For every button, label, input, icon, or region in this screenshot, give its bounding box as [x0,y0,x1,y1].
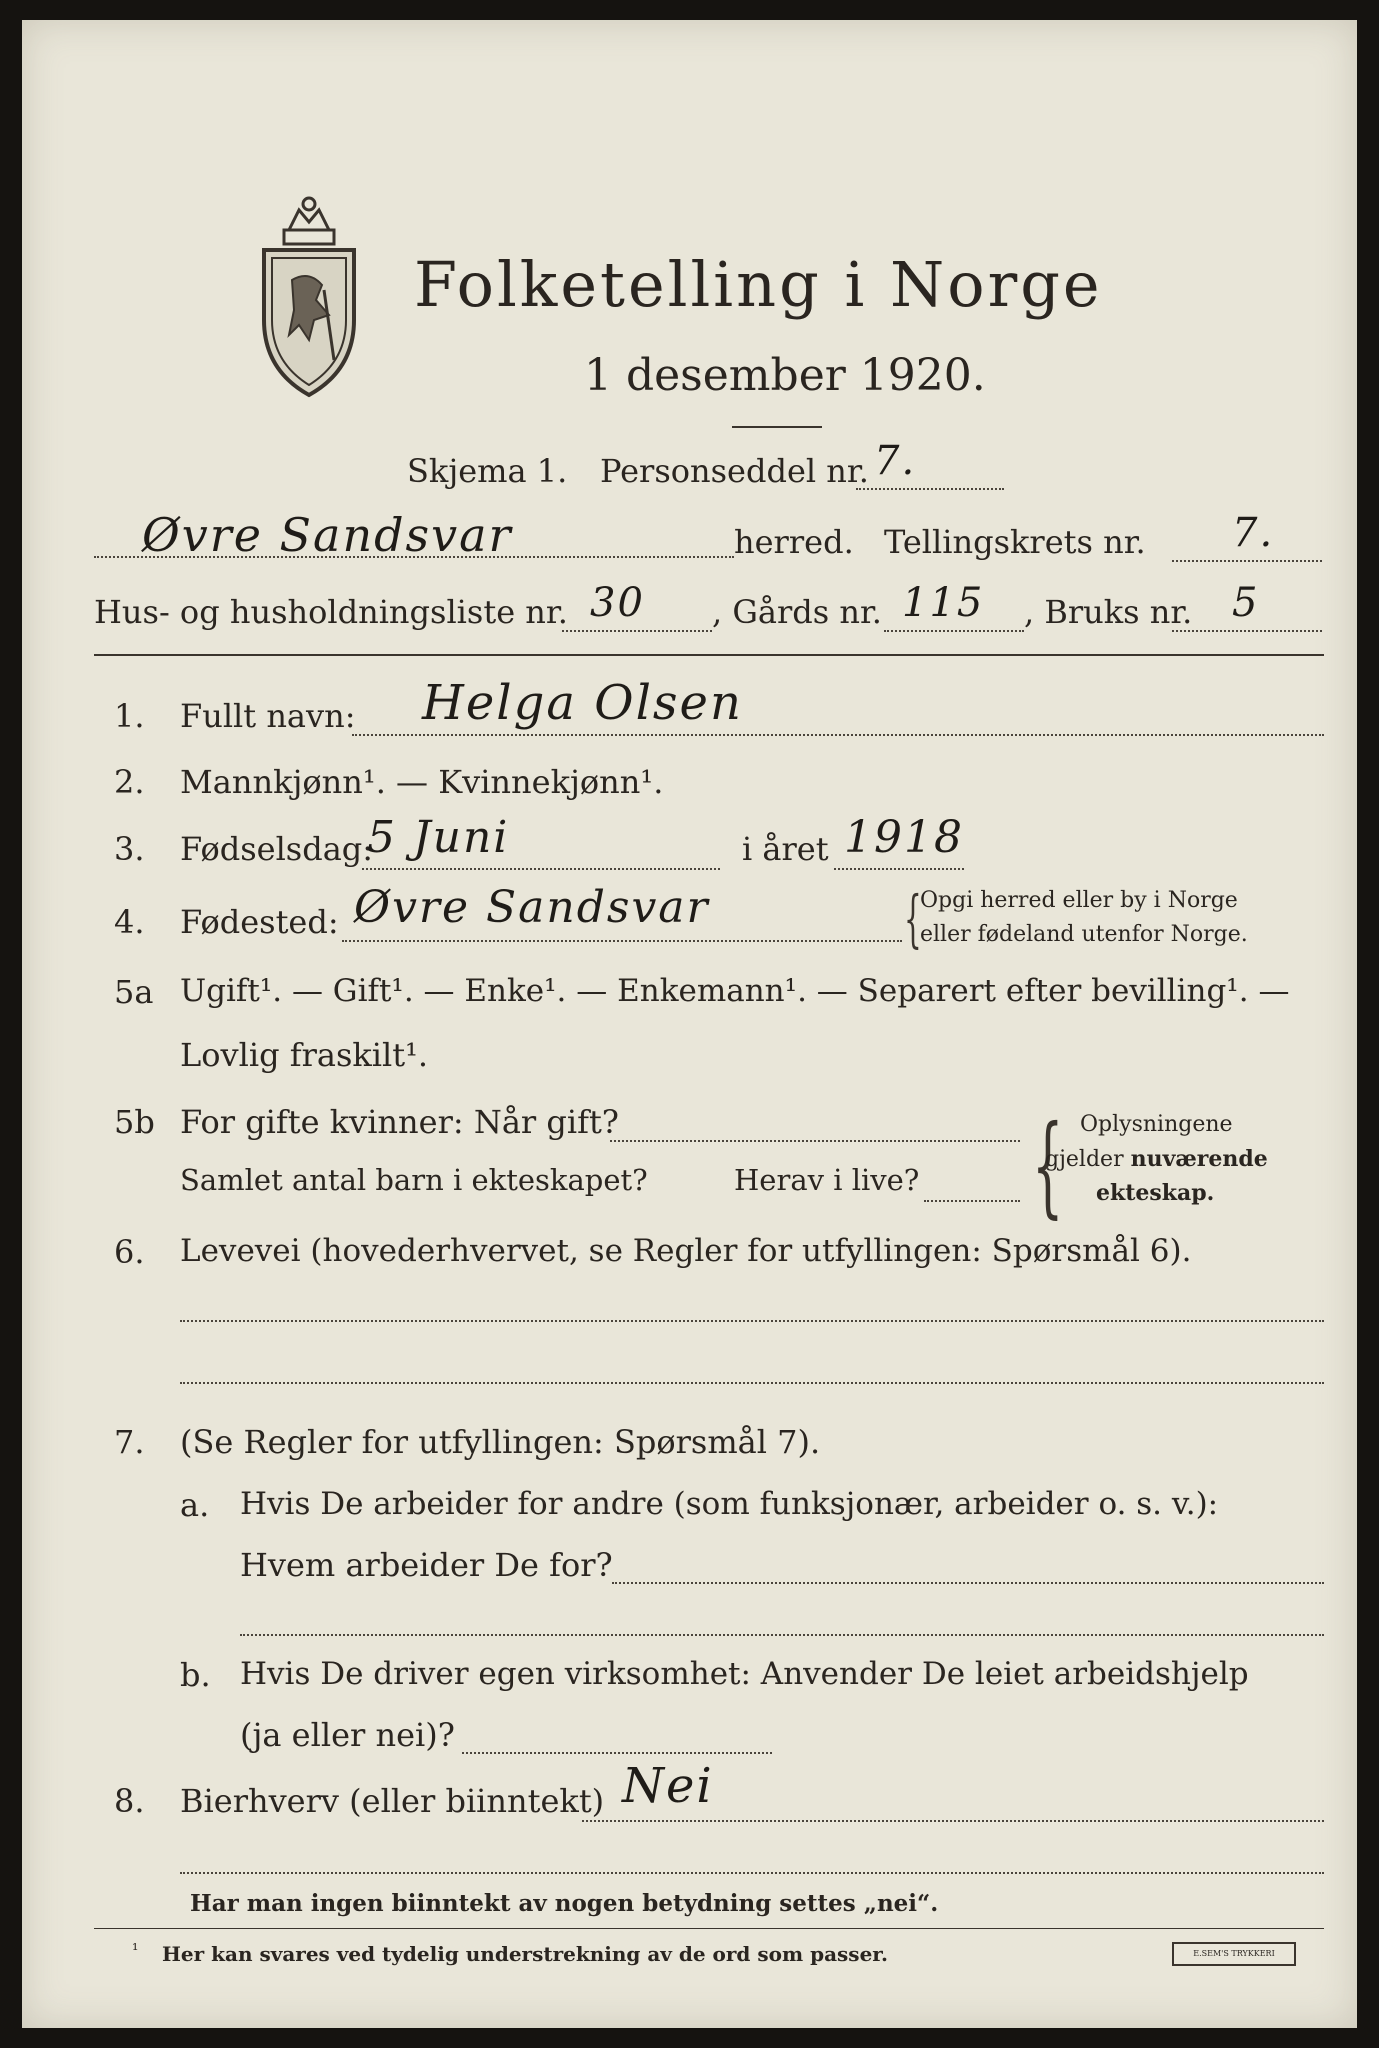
q7b-line2: (ja eller nei)? [240,1716,455,1754]
q3-birthday-value: 5 Juni [367,812,510,863]
q5a-number: 5a [114,973,154,1011]
form-title: Folketelling i Norge [414,248,1103,321]
q4-line [342,940,902,942]
q4-note-line2: eller fødeland utenfor Norge. [920,922,1248,947]
skjema-label: Skjema 1. [407,452,568,490]
q6-number: 6. [114,1233,145,1271]
q7a-answer-line-2 [240,1634,1324,1636]
q5b-married-line [610,1140,1020,1142]
personseddel-value: 7. [874,438,917,484]
q7b-letter: b. [180,1656,211,1694]
q4-label: Fødested: [180,903,339,941]
q6-label: Levevei (hovederhvervet, se Regler for utfyllingen: Spørsmål 6). [180,1233,1192,1269]
q3-date-line [362,868,720,870]
q4-birthplace-value: Øvre Sandsvar [354,882,710,933]
q7a-answer-line [612,1582,1324,1584]
tellingskrets-value: 7. [1232,510,1275,556]
gards-label: , Gårds nr. [712,593,882,631]
herred-value: Øvre Sandsvar [142,508,513,562]
q7a-line2: Hvem arbeider De for? [240,1546,613,1584]
footnote-mark: ¹ [132,1940,139,1959]
personseddel-line [856,488,1004,490]
q2-number: 2. [114,763,145,801]
hus-value: 30 [590,580,645,626]
biinntekt-note: Har man ingen biinntekt av nogen betydning settes „nei“. [190,1890,939,1917]
q3-label: Fødselsdag: [180,830,374,868]
q8-label: Bierhverv (eller biinntekt) [180,1782,605,1820]
q4-number: 4. [114,903,145,941]
q5a-marital-options: Ugift¹. — Gift¹. — Enke¹. — Enkemann¹. — Separert efter bevilling¹. — [180,973,1290,1009]
q8-value: Nei [622,1758,714,1814]
q5b-children-label: Samlet antal barn i ekteskapet? [180,1163,648,1197]
footnote-text: Her kan svares ved tydelig understrekning av de ord som passer. [162,1942,888,1966]
q3-number: 3. [114,830,145,868]
q8-line-2 [180,1872,1324,1874]
q5a-divorced-option: Lovlig fraskilt¹. [180,1036,429,1074]
herred-label: herred. [734,523,854,561]
title-divider [732,426,822,428]
hus-line [562,630,712,632]
q7-label: (Se Regler for utfyllingen: Spørsmål 7). [180,1423,821,1461]
q4-brace: { [904,882,922,955]
tellingskrets-label: Tellingskrets nr. [884,523,1146,561]
q7b-answer-line [462,1752,772,1754]
q1-number: 1. [114,697,145,735]
q3-year-line [834,868,964,870]
q4-note-line1: Opgi herred eller by i Norge [920,888,1238,913]
bruks-line [1172,630,1322,632]
q5b-married-label: For gifte kvinner: Når gift? [180,1103,619,1141]
gards-value: 115 [902,580,985,626]
printer-stamp: E.SEM'S TRYKKERI [1172,1942,1296,1966]
q7a-letter: a. [180,1486,210,1524]
footnote-rule [94,1928,1324,1929]
q1-line [352,734,1324,736]
q5b-alive-line [924,1200,1020,1202]
q5b-note-line3: ekteskap. [1096,1180,1215,1206]
q3-year-label: i året [742,830,829,868]
bruks-label: , Bruks nr. [1024,593,1193,631]
bruks-value: 5 [1232,580,1260,626]
q5b-note-line1: Oplysningene [1080,1112,1233,1137]
q6-line-1 [180,1320,1324,1322]
q5b-alive-label: Herav i live? [734,1163,920,1197]
tellingskrets-line [1172,560,1322,562]
q7-number: 7. [114,1423,145,1461]
header-rule [94,654,1324,656]
q5b-brace: { [1032,1101,1064,1229]
q8-line [582,1820,1324,1822]
census-form-page [22,20,1357,2028]
hus-label: Hus- og husholdningsliste nr. [94,593,568,631]
q7a-line1: Hvis De arbeider for andre (som funksjonær, arbeider o. s. v.): [240,1486,1219,1522]
q6-line-2 [180,1382,1324,1384]
norwegian-coat-of-arms-icon [254,190,364,410]
q8-number: 8. [114,1782,145,1820]
gards-line [884,630,1024,632]
personseddel-label: Personseddel nr. [600,452,869,490]
q2-gender-options: Mannkjønn¹. — Kvinnekjønn¹. [180,763,664,801]
q5b-note-line2: gjelder nuværende [1045,1146,1268,1172]
q3-year-value: 1918 [844,812,964,863]
q1-label: Fullt navn: [180,697,356,735]
q1-full-name-value: Helga Olsen [422,675,743,731]
census-date: 1 desember 1920. [584,350,986,401]
q5b-number: 5b [114,1103,155,1141]
q7b-line1: Hvis De driver egen virksomhet: Anvender De leiet arbeidshjelp [240,1656,1249,1692]
